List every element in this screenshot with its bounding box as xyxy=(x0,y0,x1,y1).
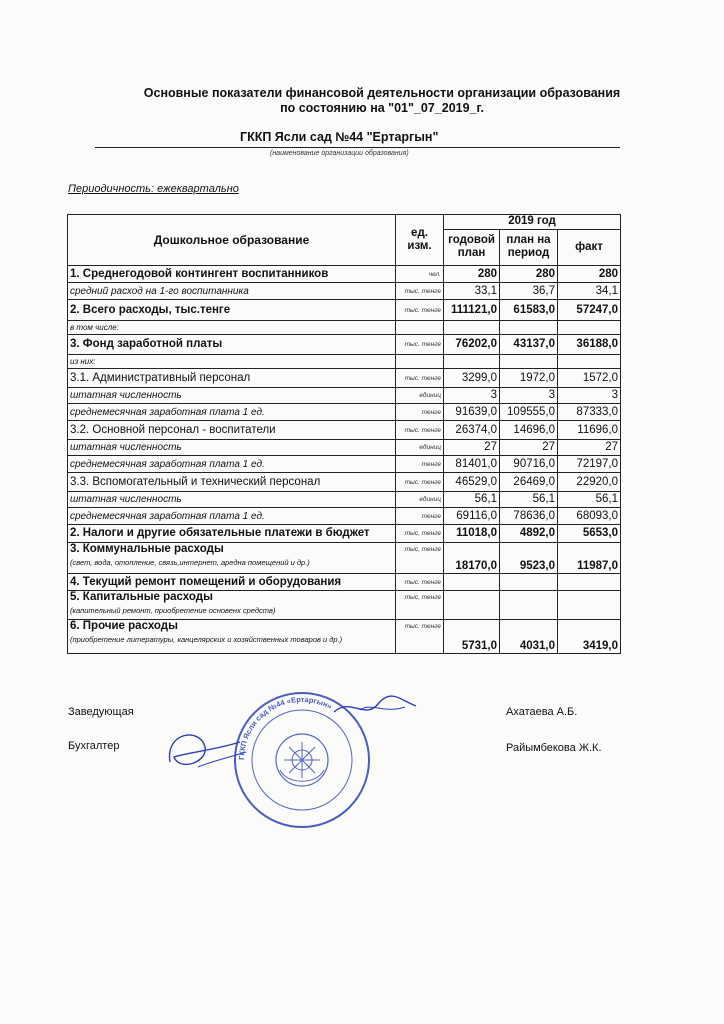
cell-plan xyxy=(444,321,500,335)
document-title-line2: по состоянию на "01"_07_2019_г. xyxy=(280,101,484,115)
row-label: 2. Всего расходы, тыс.тенге xyxy=(68,300,396,321)
cell-period: 26469,0 xyxy=(500,473,558,492)
header-unit: ед. изм. xyxy=(396,215,444,266)
cell-plan: 3 xyxy=(444,388,500,404)
cell-period: 9523,0 xyxy=(500,543,558,574)
row-unit: тыс. тенге xyxy=(396,543,444,574)
cell-fact: 72197,0 xyxy=(558,456,621,473)
cell-period: 109555,0 xyxy=(500,404,558,421)
cell-fact xyxy=(558,321,621,335)
row-unit: тыс. тенге xyxy=(396,421,444,440)
row-unit: тыс. тенге xyxy=(396,574,444,591)
row-label: штатная численность xyxy=(68,388,396,404)
cell-plan: 81401,0 xyxy=(444,456,500,473)
cell-period: 36,7 xyxy=(500,283,558,300)
cell-plan: 69116,0 xyxy=(444,508,500,525)
row-label: штатная численность xyxy=(68,492,396,508)
cell-period: 61583,0 xyxy=(500,300,558,321)
accountant-name: Райымбекова Ж.К. xyxy=(506,742,602,754)
table-row xyxy=(68,620,621,654)
cell-plan xyxy=(444,574,500,591)
cell-plan: 3299,0 xyxy=(444,369,500,388)
cell-period: 4892,0 xyxy=(500,525,558,543)
cell-plan: 280 xyxy=(444,266,500,283)
cell-plan: 11018,0 xyxy=(444,525,500,543)
row-label: штатная численность xyxy=(68,440,396,456)
table-row xyxy=(68,525,621,543)
cell-period xyxy=(500,355,558,369)
row-unit: тыс. тенге xyxy=(396,283,444,300)
cell-fact: 57247,0 xyxy=(558,300,621,321)
row-unit: чел. xyxy=(396,266,444,283)
cell-period: 280 xyxy=(500,266,558,283)
cell-plan: 46529,0 xyxy=(444,473,500,492)
table-row xyxy=(68,355,621,369)
cell-fact xyxy=(558,574,621,591)
row-label: из них: xyxy=(68,355,396,369)
row-label: среднемесячная заработная плата 1 ед. xyxy=(68,456,396,473)
row-unit: тенге xyxy=(396,404,444,421)
row-unit: тыс. тенге xyxy=(396,591,444,620)
cell-fact: 11987,0 xyxy=(558,543,621,574)
cell-plan: 33,1 xyxy=(444,283,500,300)
table-row xyxy=(68,591,621,620)
cell-period: 27 xyxy=(500,440,558,456)
row-label: 5. Капитальные расходы (капительный ремонт, приобретение основенх средств) xyxy=(68,591,396,620)
row-unit: единиц xyxy=(396,388,444,404)
table-row xyxy=(68,266,621,283)
row-label: среднемесячная заработная плата 1 ед. xyxy=(68,404,396,421)
row-unit: тенге xyxy=(396,456,444,473)
table-row xyxy=(68,543,621,574)
cell-period xyxy=(500,574,558,591)
row-unit: единиц xyxy=(396,492,444,508)
cell-fact: 27 xyxy=(558,440,621,456)
cell-fact: 280 xyxy=(558,266,621,283)
cell-period xyxy=(500,591,558,620)
row-unit: тыс. тенге xyxy=(396,473,444,492)
cell-plan: 5731,0 xyxy=(444,620,500,654)
header-section: Дошкольное образование xyxy=(68,215,396,266)
row-label: 2. Налоги и другие обязательные платежи в бюджет xyxy=(68,525,396,543)
row-label: средний расход на 1-го воспитанника xyxy=(68,283,396,300)
table-row xyxy=(68,283,621,300)
cell-plan: 111121,0 xyxy=(444,300,500,321)
organization-name: ГККП Ясли сад №44 "Ертаргын" xyxy=(240,130,439,144)
cell-fact: 22920,0 xyxy=(558,473,621,492)
row-label: среднемесячная заработная плата 1 ед. xyxy=(68,508,396,525)
cell-plan: 56,1 xyxy=(444,492,500,508)
row-unit xyxy=(396,355,444,369)
cell-fact xyxy=(558,591,621,620)
cell-plan: 91639,0 xyxy=(444,404,500,421)
svg-text:ГККП Ясли сад №44 «Ертаргын»: ГККП Ясли сад №44 «Ертаргын» xyxy=(236,694,334,761)
cell-fact: 36188,0 xyxy=(558,335,621,355)
cell-fact xyxy=(558,355,621,369)
cell-period: 1972,0 xyxy=(500,369,558,388)
cell-period xyxy=(500,321,558,335)
cell-fact: 68093,0 xyxy=(558,508,621,525)
cell-fact: 11696,0 xyxy=(558,421,621,440)
cell-period: 90716,0 xyxy=(500,456,558,473)
row-label: 3. Фонд заработной платы xyxy=(68,335,396,355)
row-label: 1. Среднегодовой контингент воспитанников xyxy=(68,266,396,283)
head-title: Заведующая xyxy=(68,706,134,718)
row-unit: тыс. тенге xyxy=(396,300,444,321)
head-name: Ахатаева А.Б. xyxy=(506,706,578,718)
table-row xyxy=(68,473,621,492)
table-row xyxy=(68,440,621,456)
cell-plan: 76202,0 xyxy=(444,335,500,355)
row-label: 3.3. Вспомогательный и технический персонал xyxy=(68,473,396,492)
table-row xyxy=(68,492,621,508)
table-row xyxy=(68,321,621,335)
table-row xyxy=(68,369,621,388)
header-fact: факт xyxy=(558,229,621,265)
header-annual-plan: годовой план xyxy=(444,229,500,265)
accountant-title: Бухгалтер xyxy=(68,740,120,752)
cell-fact: 87333,0 xyxy=(558,404,621,421)
table-row xyxy=(68,335,621,355)
row-label: 6. Прочие расходы (приобретение литературы, канцелярских и хозяйственных товаров и др.) xyxy=(68,620,396,654)
row-label: 3. Коммунальные расходы (свет, вода, отопление, связь,интернет, аредна помещений и др.) xyxy=(68,543,396,574)
financial-indicators-table xyxy=(67,214,621,654)
cell-plan: 18170,0 xyxy=(444,543,500,574)
cell-period: 3 xyxy=(500,388,558,404)
cell-plan: 27 xyxy=(444,440,500,456)
cell-period: 78636,0 xyxy=(500,508,558,525)
row-unit: тыс. тенге xyxy=(396,335,444,355)
cell-fact: 34,1 xyxy=(558,283,621,300)
row-label: 3.2. Основной персонал - воспитатели xyxy=(68,421,396,440)
organization-underline xyxy=(95,147,620,148)
periodicity-label: Периодичность: ежеквартально xyxy=(68,183,239,195)
cell-period: 43137,0 xyxy=(500,335,558,355)
header-year: 2019 год xyxy=(444,215,621,230)
table-row xyxy=(68,456,621,473)
document-title-line1: Основные показатели финансовой деятельности организации образования xyxy=(143,86,621,100)
header-period-plan: план на период xyxy=(500,229,558,265)
table-row xyxy=(68,404,621,421)
row-unit xyxy=(396,321,444,335)
table-row xyxy=(68,388,621,404)
cell-period: 4031,0 xyxy=(500,620,558,654)
row-unit: единиц xyxy=(396,440,444,456)
row-unit: тыс. тенге xyxy=(396,369,444,388)
cell-period: 14696,0 xyxy=(500,421,558,440)
table-row xyxy=(68,421,621,440)
cell-fact: 56,1 xyxy=(558,492,621,508)
organization-note: (наименование организации образования) xyxy=(270,150,409,157)
table-row xyxy=(68,574,621,591)
cell-fact: 3 xyxy=(558,388,621,404)
cell-fact: 1572,0 xyxy=(558,369,621,388)
row-label: 3.1. Административный персонал xyxy=(68,369,396,388)
cell-period: 56,1 xyxy=(500,492,558,508)
cell-fact: 3419,0 xyxy=(558,620,621,654)
cell-plan xyxy=(444,355,500,369)
table-row xyxy=(68,508,621,525)
row-label: в том числе: xyxy=(68,321,396,335)
row-unit: тенге xyxy=(396,508,444,525)
row-unit: тыс. тенге xyxy=(396,620,444,654)
table-row xyxy=(68,300,621,321)
row-label: 4. Текущий ремонт помещений и оборудования xyxy=(68,574,396,591)
cell-fact: 5653,0 xyxy=(558,525,621,543)
row-unit: тыс. тенге xyxy=(396,525,444,543)
organization-stamp xyxy=(232,690,372,830)
cell-plan xyxy=(444,591,500,620)
cell-plan: 26374,0 xyxy=(444,421,500,440)
